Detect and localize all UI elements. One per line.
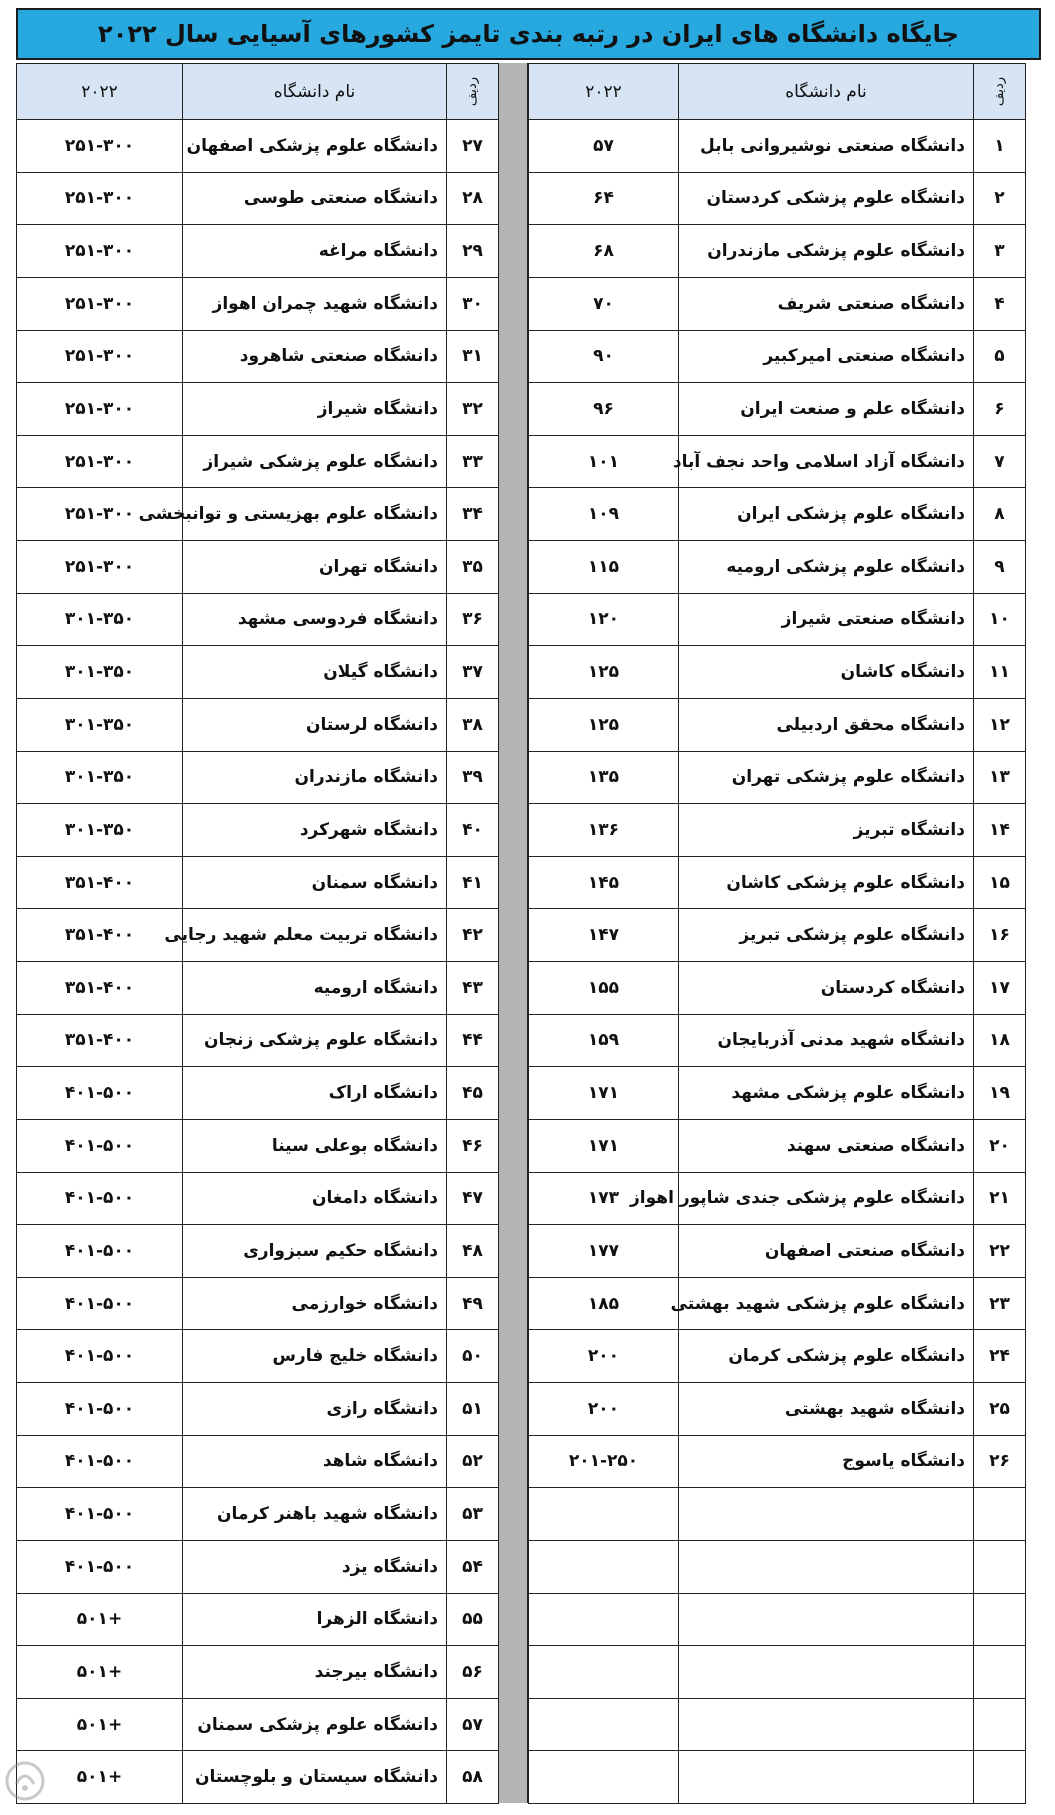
table-row	[17, 962, 499, 1015]
ranking-value-cell: ۲۵۱-۳۰۰	[17, 277, 183, 330]
header-rank-label: ردیف	[465, 76, 480, 107]
table-row	[529, 225, 1026, 278]
table-row	[17, 698, 499, 751]
ranking-value-cell: ۲۵۱-۳۰۰	[17, 488, 183, 541]
ranking-value-cell: ۹۶	[529, 383, 679, 436]
rank-cell: ۶	[974, 383, 1026, 436]
university-name-cell: دانشگاه علوم پزشکی سمنان	[183, 1698, 447, 1751]
university-name-cell: دانشگاه یزد	[183, 1540, 447, 1593]
ranking-value-cell: +۵۰۱	[17, 1751, 183, 1804]
rank-cell: ۵۵	[447, 1593, 499, 1646]
university-name-cell: دانشگاه علوم پزشکی تبریز	[679, 909, 974, 962]
table-body-right	[529, 120, 1026, 1804]
rank-cell	[974, 1698, 1026, 1751]
table-row	[529, 1646, 1026, 1699]
header-year: ۲۰۲۲	[17, 64, 183, 120]
ranking-value-cell	[529, 1698, 679, 1751]
university-name-cell: دانشگاه کاشان	[679, 646, 974, 699]
table-row	[17, 1330, 499, 1383]
rank-cell: ۳	[974, 225, 1026, 278]
ranking-value-cell: ۱۷۱	[529, 1067, 679, 1120]
university-name-cell: دانشگاه یاسوج	[679, 1435, 974, 1488]
rankings-table-right	[528, 63, 1026, 1804]
table-row	[17, 1119, 499, 1172]
ranking-value-cell: ۳۰۱-۳۵۰	[17, 646, 183, 699]
university-name-cell: دانشگاه تربیت معلم شهید رجایی	[183, 909, 447, 962]
ranking-value-cell: ۲۵۱-۳۰۰	[17, 330, 183, 383]
ranking-value-cell: ۲۵۱-۳۰۰	[17, 172, 183, 225]
ranking-value-cell: ۲۵۱-۳۰۰	[17, 120, 183, 173]
university-name-cell: دانشگاه آزاد اسلامی واحد نجف آباد	[679, 435, 974, 488]
ranking-value-cell: ۳۵۱-۴۰۰	[17, 909, 183, 962]
header-rank	[447, 64, 499, 120]
rank-cell: ۳۲	[447, 383, 499, 436]
university-name-cell: دانشگاه تهران	[183, 541, 447, 594]
table-row	[529, 909, 1026, 962]
ranking-value-cell: ۳۰۱-۳۵۰	[17, 804, 183, 857]
university-name-cell: دانشگاه حکیم سبزواری	[183, 1225, 447, 1278]
rank-cell: ۲۶	[974, 1435, 1026, 1488]
university-name-cell	[679, 1540, 974, 1593]
table-row	[17, 593, 499, 646]
university-name-cell: دانشگاه علوم پزشکی جندی شاپور اهواز	[679, 1172, 974, 1225]
rank-cell: ۴۵	[447, 1067, 499, 1120]
rank-cell: ۴۰	[447, 804, 499, 857]
ranking-value-cell: ۱۷۷	[529, 1225, 679, 1278]
rank-cell: ۲۱	[974, 1172, 1026, 1225]
rank-cell: ۵۳	[447, 1488, 499, 1541]
ranking-value-cell: ۲۵۱-۳۰۰	[17, 225, 183, 278]
rank-cell: ۴۹	[447, 1277, 499, 1330]
rank-cell: ۳۷	[447, 646, 499, 699]
table-row	[529, 172, 1026, 225]
rank-cell	[974, 1646, 1026, 1699]
ranking-value-cell: ۲۰۱-۲۵۰	[529, 1435, 679, 1488]
table-row	[17, 909, 499, 962]
table-row	[529, 1277, 1026, 1330]
rank-cell: ۳۱	[447, 330, 499, 383]
university-name-cell: دانشگاه بوعلی سینا	[183, 1119, 447, 1172]
rank-cell: ۴۴	[447, 1014, 499, 1067]
rank-cell: ۳۰	[447, 277, 499, 330]
rank-cell: ۱۴	[974, 804, 1026, 857]
university-name-cell: دانشگاه علوم پزشکی کرمان	[679, 1330, 974, 1383]
rank-cell: ۳۸	[447, 698, 499, 751]
table-row	[529, 330, 1026, 383]
header-name: نام دانشگاه	[679, 64, 974, 120]
table-row	[17, 1172, 499, 1225]
ranking-value-cell: ۴۰۱-۵۰۰	[17, 1225, 183, 1278]
rank-cell: ۵۰	[447, 1330, 499, 1383]
rank-cell: ۵۸	[447, 1751, 499, 1804]
university-name-cell: دانشگاه الزهرا	[183, 1593, 447, 1646]
table-row	[529, 1383, 1026, 1436]
table-row	[529, 1751, 1026, 1804]
university-name-cell: دانشگاه علم و صنعت ایران	[679, 383, 974, 436]
ranking-value-cell: ۱۱۵	[529, 541, 679, 594]
university-name-cell: دانشگاه کردستان	[679, 962, 974, 1015]
rank-cell: ۱۶	[974, 909, 1026, 962]
table-row	[529, 856, 1026, 909]
university-name-cell	[679, 1646, 974, 1699]
rank-cell	[974, 1751, 1026, 1804]
table-row	[529, 1540, 1026, 1593]
university-name-cell	[679, 1488, 974, 1541]
university-name-cell: دانشگاه علوم پزشکی ایران	[679, 488, 974, 541]
rank-cell: ۱۸	[974, 1014, 1026, 1067]
header-year: ۲۰۲۲	[529, 64, 679, 120]
ranking-value-cell: ۴۰۱-۵۰۰	[17, 1067, 183, 1120]
ranking-value-cell: ۳۰۱-۳۵۰	[17, 751, 183, 804]
table-row	[17, 646, 499, 699]
university-name-cell: دانشگاه صنعتی شریف	[679, 277, 974, 330]
university-name-cell: دانشگاه علوم پزشکی کردستان	[679, 172, 974, 225]
rank-cell: ۲۰	[974, 1119, 1026, 1172]
ranking-value-cell: ۱۰۱	[529, 435, 679, 488]
header-name: نام دانشگاه	[183, 64, 447, 120]
rank-cell: ۴۳	[447, 962, 499, 1015]
ranking-value-cell: ۲۵۱-۳۰۰	[17, 383, 183, 436]
university-name-cell: دانشگاه ارومیه	[183, 962, 447, 1015]
table-row	[529, 1488, 1026, 1541]
table-row	[17, 1435, 499, 1488]
university-name-cell: دانشگاه علوم پزشکی تهران	[679, 751, 974, 804]
rank-cell: ۴۱	[447, 856, 499, 909]
ranking-value-cell: ۴۰۱-۵۰۰	[17, 1172, 183, 1225]
table-row	[17, 1277, 499, 1330]
rank-cell: ۳۴	[447, 488, 499, 541]
table-row	[17, 751, 499, 804]
university-name-cell: دانشگاه علوم پزشکی زنجان	[183, 1014, 447, 1067]
university-name-cell: دانشگاه خلیج فارس	[183, 1330, 447, 1383]
rank-cell: ۵۷	[447, 1698, 499, 1751]
header-rank-label: ردیف	[992, 76, 1007, 107]
ranking-value-cell: ۱۰۹	[529, 488, 679, 541]
university-name-cell: دانشگاه علوم بهزیستی و توانبخشی	[183, 488, 447, 541]
ranking-value-cell: ۷۰	[529, 277, 679, 330]
table-row	[17, 1014, 499, 1067]
university-name-cell: دانشگاه سیستان و بلوچستان	[183, 1751, 447, 1804]
rank-cell: ۱	[974, 120, 1026, 173]
ranking-value-cell: ۶۸	[529, 225, 679, 278]
university-name-cell: دانشگاه خوارزمی	[183, 1277, 447, 1330]
ranking-value-cell: ۴۰۱-۵۰۰	[17, 1488, 183, 1541]
rank-cell: ۳۹	[447, 751, 499, 804]
table-row	[17, 1646, 499, 1699]
ranking-value-cell: ۱۴۷	[529, 909, 679, 962]
university-name-cell: دانشگاه شهید مدنی آذربایجان	[679, 1014, 974, 1067]
rank-cell	[974, 1488, 1026, 1541]
header-rank	[974, 64, 1026, 120]
ranking-value-cell: ۱۷۱	[529, 1119, 679, 1172]
university-name-cell: دانشگاه تبریز	[679, 804, 974, 857]
table-row	[529, 1593, 1026, 1646]
table-row	[529, 646, 1026, 699]
university-name-cell	[679, 1698, 974, 1751]
rank-cell: ۱۱	[974, 646, 1026, 699]
ranking-value-cell: ۵۷	[529, 120, 679, 173]
rank-cell: ۲۳	[974, 1277, 1026, 1330]
ranking-value-cell: ۲۵۱-۳۰۰	[17, 541, 183, 594]
rank-cell: ۱۵	[974, 856, 1026, 909]
ranking-value-cell: ۳۰۱-۳۵۰	[17, 593, 183, 646]
table-row	[529, 1698, 1026, 1751]
rank-cell: ۵۶	[447, 1646, 499, 1699]
table-row	[17, 1488, 499, 1541]
rank-cell: ۹	[974, 541, 1026, 594]
table-row	[529, 593, 1026, 646]
table-row	[17, 1067, 499, 1120]
table-row	[529, 1014, 1026, 1067]
rankings-table-left	[16, 63, 499, 1804]
university-name-cell: دانشگاه علوم پزشکی مازندران	[679, 225, 974, 278]
table-row	[529, 541, 1026, 594]
rank-cell	[974, 1540, 1026, 1593]
table-row	[529, 1119, 1026, 1172]
table-row	[529, 1435, 1026, 1488]
table-row	[17, 1540, 499, 1593]
ranking-value-cell: ۱۳۵	[529, 751, 679, 804]
university-name-cell: دانشگاه علوم پزشکی ارومیه	[679, 541, 974, 594]
ranking-value-cell	[529, 1646, 679, 1699]
university-name-cell: دانشگاه صنعتی نوشیروانی بابل	[679, 120, 974, 173]
university-name-cell: دانشگاه بیرجند	[183, 1646, 447, 1699]
university-name-cell: دانشگاه مازندران	[183, 751, 447, 804]
ranking-value-cell: ۳۵۱-۴۰۰	[17, 1014, 183, 1067]
rank-cell: ۲۸	[447, 172, 499, 225]
rank-cell: ۲۷	[447, 120, 499, 173]
ranking-value-cell: ۲۵۱-۳۰۰	[17, 435, 183, 488]
ranking-value-cell: +۵۰۱	[17, 1646, 183, 1699]
table-row	[17, 277, 499, 330]
ranking-value-cell: ۲۰۰	[529, 1330, 679, 1383]
table-row	[17, 120, 499, 173]
table-row	[529, 1067, 1026, 1120]
rank-cell: ۱۰	[974, 593, 1026, 646]
rank-cell: ۵	[974, 330, 1026, 383]
ranking-value-cell: ۴۰۱-۵۰۰	[17, 1330, 183, 1383]
table-row	[17, 225, 499, 278]
rank-cell: ۱۷	[974, 962, 1026, 1015]
university-name-cell: دانشگاه لرستان	[183, 698, 447, 751]
table-header-row	[17, 64, 499, 120]
column-separator	[498, 63, 528, 1803]
ranking-value-cell: ۱۲۵	[529, 646, 679, 699]
university-name-cell: دانشگاه علوم پزشکی شهید بهشتی	[679, 1277, 974, 1330]
table-row	[529, 435, 1026, 488]
rank-cell: ۳۶	[447, 593, 499, 646]
university-name-cell: دانشگاه علوم پزشکی اصفهان	[183, 120, 447, 173]
ranking-value-cell: ۱۴۵	[529, 856, 679, 909]
table-row	[529, 751, 1026, 804]
ranking-value-cell: ۴۰۱-۵۰۰	[17, 1540, 183, 1593]
rank-cell	[974, 1593, 1026, 1646]
ranking-value-cell	[529, 1540, 679, 1593]
table-row	[17, 435, 499, 488]
rank-cell: ۱۹	[974, 1067, 1026, 1120]
table-row	[529, 120, 1026, 173]
rank-cell: ۲۲	[974, 1225, 1026, 1278]
rank-cell: ۲۵	[974, 1383, 1026, 1436]
ranking-value-cell: ۴۰۱-۵۰۰	[17, 1435, 183, 1488]
ranking-value-cell: ۱۵۵	[529, 962, 679, 1015]
rank-cell: ۲۹	[447, 225, 499, 278]
rank-cell: ۴۲	[447, 909, 499, 962]
title-text: جایگاه دانشگاه های ایران در رتبه بندی تایمز کشورهای آسیایی سال ۲۰۲۲	[98, 20, 959, 48]
university-name-cell: دانشگاه صنعتی امیرکبیر	[679, 330, 974, 383]
ranking-value-cell: ۳۵۱-۴۰۰	[17, 856, 183, 909]
university-name-cell: دانشگاه علوم پزشکی شیراز	[183, 435, 447, 488]
university-name-cell: دانشگاه صنعتی اصفهان	[679, 1225, 974, 1278]
ranking-value-cell: ۶۴	[529, 172, 679, 225]
university-name-cell: دانشگاه شیراز	[183, 383, 447, 436]
rank-cell: ۲	[974, 172, 1026, 225]
rank-cell: ۲۴	[974, 1330, 1026, 1383]
rank-cell: ۴۸	[447, 1225, 499, 1278]
rank-cell: ۸	[974, 488, 1026, 541]
university-name-cell: دانشگاه شهید باهنر کرمان	[183, 1488, 447, 1541]
table-row	[529, 488, 1026, 541]
rank-cell: ۱۳	[974, 751, 1026, 804]
rank-cell: ۳۵	[447, 541, 499, 594]
table-row	[529, 804, 1026, 857]
table-row	[17, 1698, 499, 1751]
university-name-cell: دانشگاه مراغه	[183, 225, 447, 278]
table-row	[17, 1383, 499, 1436]
ranking-value-cell: ۹۰	[529, 330, 679, 383]
ranking-value-cell: ۱۵۹	[529, 1014, 679, 1067]
ranking-value-cell: ۳۰۱-۳۵۰	[17, 698, 183, 751]
ranking-value-cell	[529, 1751, 679, 1804]
table-row	[17, 856, 499, 909]
ranking-value-cell: ۳۵۱-۴۰۰	[17, 962, 183, 1015]
university-name-cell: دانشگاه علوم پزشکی مشهد	[679, 1067, 974, 1120]
rank-cell: ۷	[974, 435, 1026, 488]
table-row	[17, 1225, 499, 1278]
ranking-value-cell: ۲۰۰	[529, 1383, 679, 1436]
ranking-value-cell: +۵۰۱	[17, 1698, 183, 1751]
page-title	[16, 8, 1041, 60]
university-name-cell: دانشگاه رازی	[183, 1383, 447, 1436]
university-name-cell: دانشگاه شاهد	[183, 1435, 447, 1488]
table-row	[17, 172, 499, 225]
university-name-cell: دانشگاه شهید بهشتی	[679, 1383, 974, 1436]
table-row	[529, 383, 1026, 436]
ranking-value-cell	[529, 1488, 679, 1541]
rank-cell: ۵۴	[447, 1540, 499, 1593]
ranking-value-cell: +۵۰۱	[17, 1593, 183, 1646]
rank-cell: ۴۶	[447, 1119, 499, 1172]
rank-cell: ۴	[974, 277, 1026, 330]
ranking-value-cell: ۱۷۳	[529, 1172, 679, 1225]
table-row	[17, 330, 499, 383]
university-name-cell: دانشگاه اراک	[183, 1067, 447, 1120]
ranking-value-cell: ۴۰۱-۵۰۰	[17, 1383, 183, 1436]
rank-cell: ۵۱	[447, 1383, 499, 1436]
ranking-value-cell: ۱۸۵	[529, 1277, 679, 1330]
ranking-value-cell	[529, 1593, 679, 1646]
university-name-cell	[679, 1593, 974, 1646]
university-name-cell: دانشگاه سمنان	[183, 856, 447, 909]
university-name-cell: دانشگاه فردوسی مشهد	[183, 593, 447, 646]
university-name-cell: دانشگاه صنعتی شاهرود	[183, 330, 447, 383]
rank-cell: ۴۷	[447, 1172, 499, 1225]
rank-cell: ۱۲	[974, 698, 1026, 751]
university-name-cell: دانشگاه محقق اردبیلی	[679, 698, 974, 751]
ranking-value-cell: ۴۰۱-۵۰۰	[17, 1277, 183, 1330]
university-name-cell: دانشگاه صنعتی شیراز	[679, 593, 974, 646]
table-row	[529, 1330, 1026, 1383]
ranking-value-cell: ۱۲۰	[529, 593, 679, 646]
university-name-cell: دانشگاه صنعتی طوسی	[183, 172, 447, 225]
table-row	[529, 1172, 1026, 1225]
university-name-cell: دانشگاه صنعتی سهند	[679, 1119, 974, 1172]
ranking-value-cell: ۱۳۶	[529, 804, 679, 857]
table-row	[529, 698, 1026, 751]
table-row	[17, 804, 499, 857]
university-name-cell	[679, 1751, 974, 1804]
ranking-value-cell: ۴۰۱-۵۰۰	[17, 1119, 183, 1172]
rank-cell: ۳۳	[447, 435, 499, 488]
ranking-value-cell: ۱۲۵	[529, 698, 679, 751]
table-body-left	[17, 120, 499, 1804]
table-row	[529, 962, 1026, 1015]
table-row	[529, 277, 1026, 330]
table-row	[17, 383, 499, 436]
table-row	[17, 488, 499, 541]
table-row	[529, 1225, 1026, 1278]
university-name-cell: دانشگاه گیلان	[183, 646, 447, 699]
table-row	[17, 1593, 499, 1646]
table-row	[17, 1751, 499, 1804]
university-name-cell: دانشگاه شهرکرد	[183, 804, 447, 857]
table-row	[17, 541, 499, 594]
table-header-row	[529, 64, 1026, 120]
news-agency-logo-icon	[2, 1758, 48, 1804]
rank-cell: ۵۲	[447, 1435, 499, 1488]
university-name-cell: دانشگاه علوم پزشکی کاشان	[679, 856, 974, 909]
university-name-cell: دانشگاه شهید چمران اهواز	[183, 277, 447, 330]
university-name-cell: دانشگاه دامغان	[183, 1172, 447, 1225]
